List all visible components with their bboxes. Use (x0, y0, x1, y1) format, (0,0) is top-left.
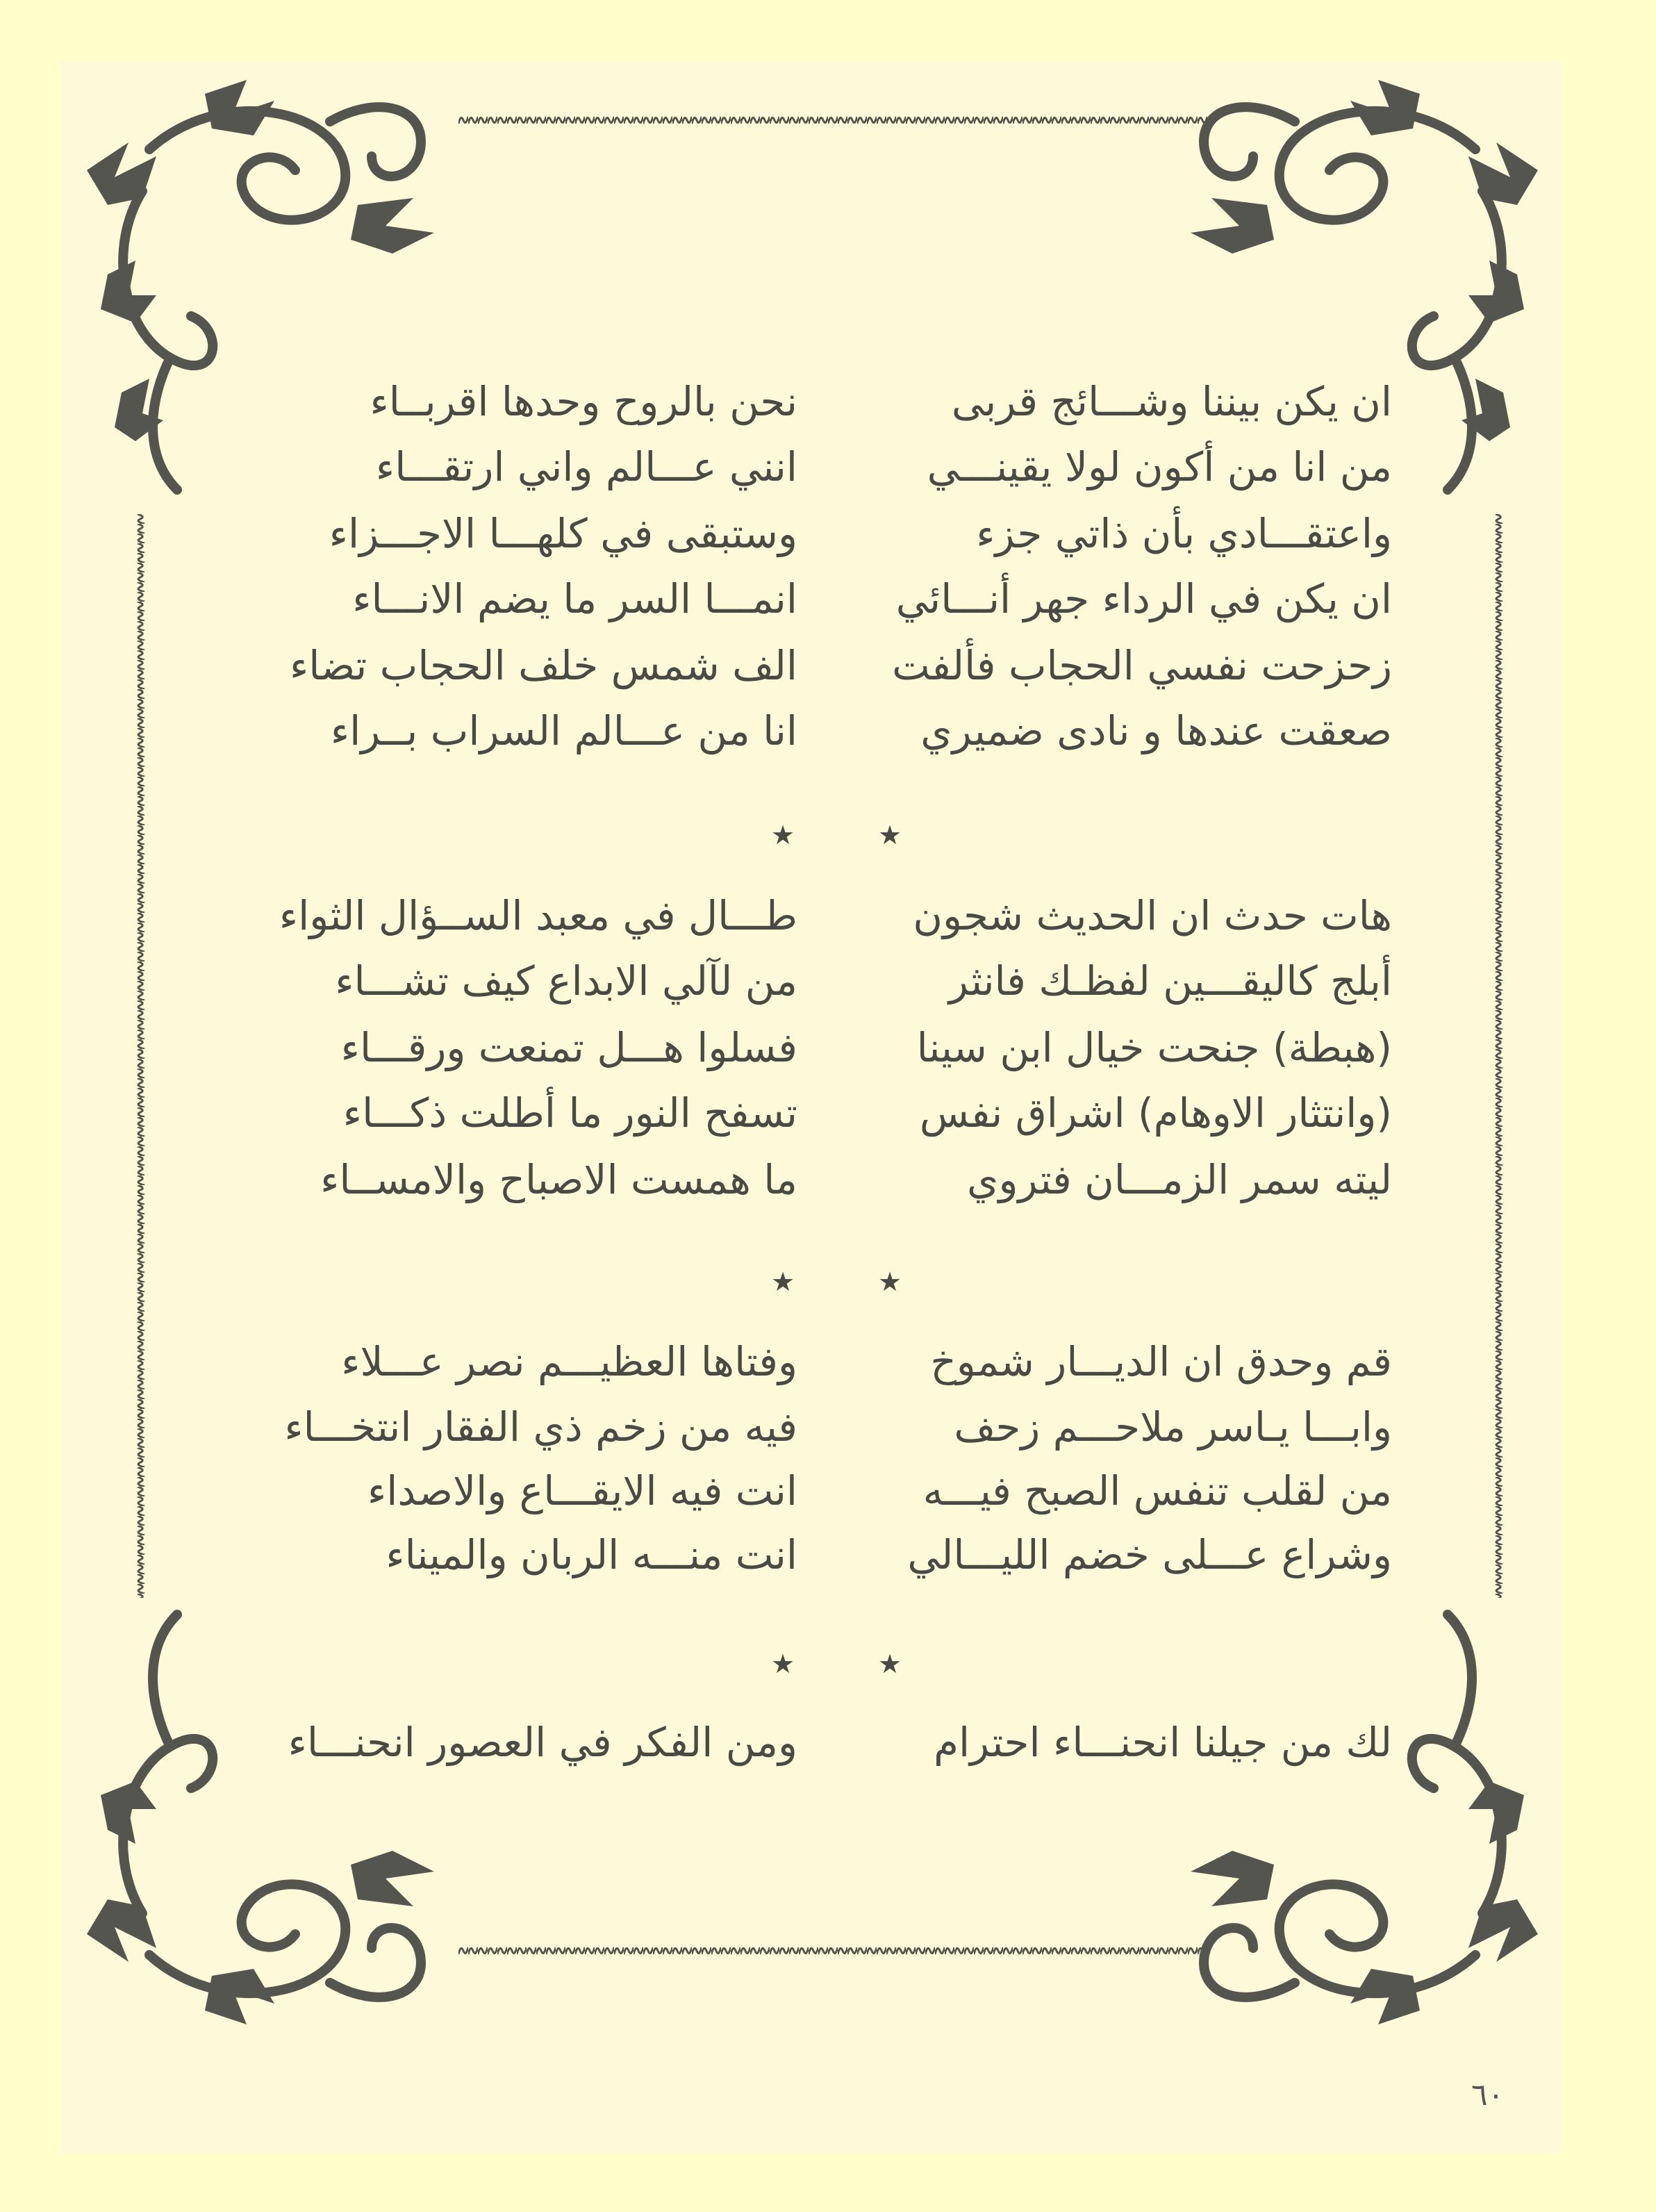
verse-first-hemistich: صعقت عندها و نادى ضميري (920, 707, 1392, 754)
separator-star-icon: ★ (878, 1266, 902, 1297)
verse-first-hemistich: (وانتثار الاوهام) اشراق نفس (919, 1089, 1392, 1137)
verse-second-hemistich: انا من عـــالم السراب بــراء (330, 707, 797, 754)
verse-second-hemistich: فيه من زخم ذي الفقار انتخـــاء (284, 1403, 797, 1451)
verse-first-hemistich: هات حدث ان الحديث شجون (913, 892, 1392, 939)
verse-second-hemistich: وستبقى في كلهـــا الاجـــزاء (329, 510, 797, 557)
separator-star-icon: ★ (878, 820, 902, 850)
verse-first-hemistich: زحزحت نفسي الحجاب فألفت (892, 642, 1392, 689)
verse-first-hemistich: وابـــا يـاسر ملاحـــم زحف (954, 1403, 1392, 1451)
verse-second-hemistich: الف شمس خلف الحجاب تضاء (289, 642, 797, 689)
verse-second-hemistich: ما همست الاصباح والامســاء (320, 1156, 797, 1203)
separator-star-icon: ★ (771, 1266, 795, 1297)
page-number: ٦٠ (1471, 2077, 1505, 2113)
verse-first-hemistich: من لقلب تنفس الصبح فيـــه (922, 1467, 1392, 1514)
separator-star-icon: ★ (878, 1649, 902, 1679)
verse-first-hemistich: ان يكن في الرداء جهر أنـــائي (895, 575, 1392, 622)
verse-first-hemistich: وشراع عـــلى خضم الليـــالي (907, 1531, 1392, 1578)
verse-second-hemistich: فسلوا هـــل تمنعت ورقـــاء (340, 1024, 797, 1071)
verse-second-hemistich: انني عـــالم واني ارتقـــاء (375, 443, 797, 490)
verse-second-hemistich: من لآلي الابداع كيف تشـــاء (335, 957, 797, 1005)
separator-star-icon: ★ (771, 1649, 795, 1679)
verse-second-hemistich: نحن بالروح وحدها اقربــاء (370, 378, 797, 425)
verse-first-hemistich: ليته سمر الزمـــان فتروي (967, 1156, 1392, 1203)
verse-first-hemistich: أبلج كاليقـــين لفظـك فانثر (948, 957, 1392, 1005)
verse-second-hemistich: طـــال في معبد الســؤال الثواء (279, 892, 797, 939)
verse-second-hemistich: انت فيه الايقـــاع والاصداء (367, 1467, 797, 1514)
verse-second-hemistich: انت منـــه الربان والميناء (386, 1531, 797, 1578)
verse-first-hemistich: واعتقـــادي بأن ذاتي جزء (976, 510, 1392, 557)
verse-second-hemistich: ومن الفكر في العصور انحنـــاء (288, 1719, 797, 1766)
verse-second-hemistich: انمـــا السر ما يضم الانـــاء (352, 575, 797, 622)
verse-first-hemistich: (هبطة) جنحت خيال ابن سينا (916, 1024, 1392, 1071)
verse-second-hemistich: وفتاها العظيـــم نصر عـــلاء (341, 1338, 797, 1385)
verse-first-hemistich: من انا من أكون لولا يقينـــي (927, 443, 1392, 490)
verse-second-hemistich: تسفح النور ما أطلت ذكـــاء (342, 1089, 797, 1137)
separator-star-icon: ★ (771, 820, 795, 850)
verse-first-hemistich: ان يكن بيننا وشـــائج قربى (951, 378, 1392, 425)
verse-first-hemistich: لك من جيلنا انحنـــاء احترام (934, 1719, 1392, 1766)
verse-first-hemistich: قم وحدق ان الديـــار شموخ (930, 1338, 1392, 1385)
